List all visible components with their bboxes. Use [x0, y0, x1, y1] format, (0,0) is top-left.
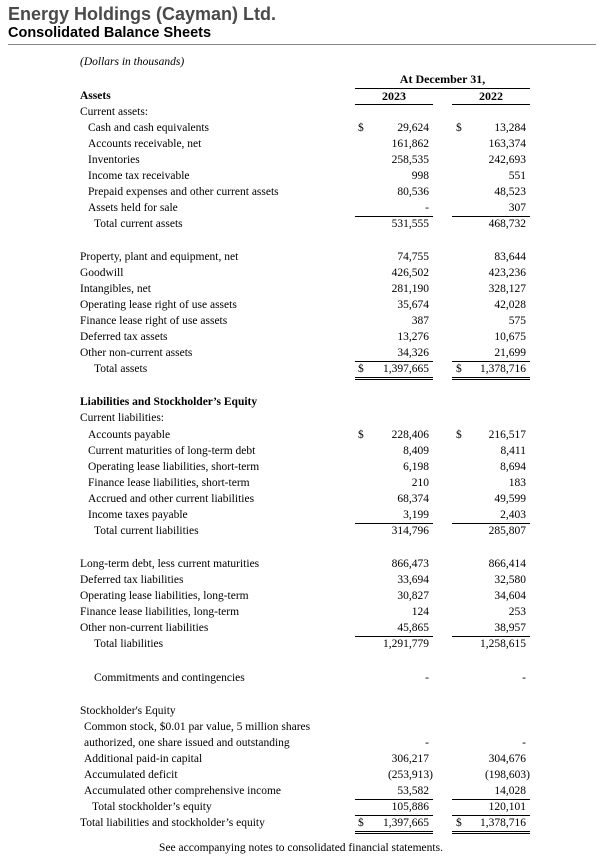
- row-label: Long-term debt, less current maturities: [80, 558, 260, 570]
- row-label: Total current liabilities: [94, 525, 199, 537]
- value-2022: 32,580: [494, 574, 526, 586]
- value-2023: 866,473: [391, 558, 429, 570]
- value-2023: 531,555: [391, 218, 429, 230]
- value-2023: 45,865: [397, 622, 429, 634]
- value-2023: 8,409: [403, 445, 429, 457]
- value-2022-cell: [452, 637, 530, 652]
- row-label: authorized, one share issued and outstanding: [84, 737, 290, 749]
- dollar-sign: $: [456, 429, 462, 441]
- table-row: [0, 346, 602, 361]
- footer-note: See accompanying notes to consolidated financial statements.: [159, 842, 443, 854]
- value-2022-cell: [452, 557, 530, 572]
- value-2022-cell: [452, 573, 530, 588]
- value-2022: 8,411: [500, 445, 526, 457]
- value-2023-cell: [355, 330, 433, 345]
- value-2022-cell: [452, 524, 530, 539]
- row-label: Total stockholder’s equity: [92, 801, 212, 813]
- value-2022: 2,403: [500, 509, 526, 521]
- value-2023: 34,326: [397, 347, 429, 359]
- value-2023-cell: [355, 346, 433, 362]
- table-row: [0, 428, 602, 443]
- value-2023-cell: [355, 250, 433, 265]
- row-label: Prepaid expenses and other current assets: [88, 186, 279, 198]
- value-2022-cell: [452, 298, 530, 313]
- period-header: At December 31,: [355, 72, 530, 89]
- value-2023-cell: [355, 314, 433, 329]
- value-2022-cell: [452, 330, 530, 345]
- row-label: Total current assets: [94, 218, 183, 230]
- table-row: [0, 524, 602, 539]
- value-2023: -: [425, 672, 429, 684]
- row-label: Finance lease liabilities, short-term: [88, 477, 250, 489]
- table-row: [0, 89, 602, 104]
- row-label: Operating lease liabilities, long-term: [80, 590, 249, 602]
- value-2023-cell: [355, 282, 433, 297]
- row-label: Stockholder's Equity: [80, 705, 176, 717]
- value-2022-cell: [452, 768, 530, 783]
- value-2023-cell: [355, 298, 433, 313]
- table-row: [0, 768, 602, 783]
- row-label: Income taxes payable: [88, 509, 188, 521]
- value-2023-cell: [355, 768, 433, 783]
- row-label: Total assets: [94, 363, 148, 375]
- value-2023-cell: [355, 573, 433, 588]
- table-row: [0, 137, 602, 152]
- value-2022: 83,644: [494, 251, 526, 263]
- value-2022-cell: [452, 671, 530, 686]
- value-2022: 8,694: [500, 461, 526, 473]
- value-2023: 6,198: [403, 461, 429, 473]
- value-2023: 30,827: [397, 590, 429, 602]
- dollar-sign: $: [358, 429, 364, 441]
- value-2022-cell: [452, 137, 530, 152]
- row-label: Current liabilities:: [80, 412, 164, 424]
- table-row: [0, 444, 602, 459]
- table-row: [0, 314, 602, 329]
- value-2022: 575: [508, 315, 526, 327]
- value-2022-cell: [452, 460, 530, 475]
- row-label: Finance lease liabilities, long-term: [80, 606, 240, 618]
- value-2023: 426,502: [391, 267, 429, 279]
- value-2023-cell: [355, 476, 433, 491]
- value-2022: -: [522, 737, 526, 749]
- table-row: [0, 298, 602, 313]
- value-2023: 306,217: [391, 753, 429, 765]
- value-2022: 551: [508, 170, 526, 182]
- table-row: [0, 330, 602, 345]
- value-2023: 68,374: [397, 493, 429, 505]
- value-2023-cell: [355, 589, 433, 604]
- table-row: [0, 250, 602, 265]
- value-2022-cell: [452, 428, 530, 443]
- value-2022-cell: [452, 362, 530, 380]
- value-2022-cell: [452, 621, 530, 637]
- row-label: Current assets:: [80, 106, 149, 118]
- value-2022: 423,236: [488, 267, 526, 279]
- value-2023-cell: [355, 185, 433, 200]
- value-2022: 304,676: [488, 753, 526, 765]
- value-2022-cell: [452, 605, 530, 620]
- value-2022: (198,603): [484, 769, 530, 781]
- value-2022: 34,604: [494, 590, 526, 602]
- value-2023: 3,199: [403, 509, 429, 521]
- value-2022: 1,378,716: [480, 363, 526, 375]
- row-label: Commitments and contingencies: [94, 672, 245, 684]
- dollar-sign: $: [358, 817, 364, 829]
- row-label: Common stock, $0.01 par value, 5 million shares: [84, 721, 311, 733]
- value-2022-cell: [452, 816, 530, 834]
- table-row: [0, 185, 602, 200]
- table-row: [0, 671, 602, 686]
- table-row: [0, 105, 602, 120]
- row-label: Property, plant and equipment, net: [80, 251, 239, 263]
- value-2023-cell: [355, 621, 433, 637]
- table-row: [0, 395, 602, 410]
- table-row: [0, 121, 602, 136]
- dollar-sign: $: [358, 363, 364, 375]
- value-2022: 14,028: [494, 785, 526, 797]
- value-2023-cell: [355, 121, 433, 136]
- value-2023-cell: [355, 362, 433, 380]
- value-2022-cell: [452, 589, 530, 604]
- value-2023-cell: [355, 508, 433, 524]
- value-2023-cell: [355, 217, 433, 232]
- value-2023-cell: [355, 736, 433, 751]
- table-row: [0, 492, 602, 507]
- table-row: [0, 720, 602, 735]
- value-2022: 242,693: [488, 154, 526, 166]
- table-row: [0, 460, 602, 475]
- value-2023-cell: [355, 137, 433, 152]
- row-label: Operating lease right of use assets: [80, 299, 237, 311]
- value-2022-cell: [452, 492, 530, 507]
- row-label: Other non-current assets: [80, 347, 193, 359]
- row-label: Intangibles, net: [80, 283, 151, 295]
- value-2023: 210: [411, 477, 429, 489]
- value-2022: 307: [508, 202, 526, 214]
- value-2023: 228,406: [391, 429, 429, 441]
- value-2023: 53,582: [397, 785, 429, 797]
- row-label: Accumulated other comprehensive income: [84, 785, 282, 797]
- table-row: [0, 605, 602, 620]
- value-2023: 998: [411, 170, 429, 182]
- value-2022-cell: [452, 346, 530, 362]
- value-2022: 1,258,615: [480, 638, 526, 650]
- table-row: [0, 476, 602, 491]
- value-2022: 48,523: [494, 186, 526, 198]
- value-2022: 163,374: [488, 138, 526, 150]
- table-row: [0, 169, 602, 184]
- value-2023-cell: [355, 605, 433, 620]
- value-2023-cell: [355, 444, 433, 459]
- value-2023-cell: [355, 671, 433, 686]
- value-2022-cell: [452, 266, 530, 281]
- table-row: [0, 784, 602, 799]
- row-label: Deferred tax assets: [80, 331, 168, 343]
- units-note: (Dollars in thousands): [80, 56, 185, 68]
- value-2022-cell: [452, 250, 530, 265]
- column-header-2023: 2023: [355, 89, 433, 105]
- value-2022-cell: [452, 444, 530, 459]
- value-2023-cell: [355, 169, 433, 184]
- value-2023: 74,755: [397, 251, 429, 263]
- row-label: Current maturities of long-term debt: [88, 445, 256, 457]
- value-2023: 1,291,779: [383, 638, 429, 650]
- table-row: [0, 411, 602, 426]
- value-2023: 80,536: [397, 186, 429, 198]
- value-2023-cell: [355, 816, 433, 834]
- value-2023: 29,624: [397, 122, 429, 134]
- value-2022: -: [522, 672, 526, 684]
- value-2022: 10,675: [494, 331, 526, 343]
- value-2022: 13,284: [494, 122, 526, 134]
- row-label: Operating lease liabilities, short-term: [88, 461, 260, 473]
- value-2023-cell: [355, 557, 433, 572]
- value-2022: 42,028: [494, 299, 526, 311]
- value-2023-cell: [355, 637, 433, 652]
- table-row: [0, 816, 602, 831]
- value-2022: 866,414: [488, 558, 526, 570]
- dollar-sign: $: [456, 363, 462, 375]
- value-2022: 285,807: [488, 525, 526, 537]
- value-2022: 1,378,716: [480, 817, 526, 829]
- statement-title: Consolidated Balance Sheets: [8, 25, 212, 41]
- dollar-sign: $: [358, 122, 364, 134]
- value-2022: 183: [508, 477, 526, 489]
- table-row: [0, 557, 602, 572]
- value-2023: 314,796: [391, 525, 429, 537]
- row-label: Accounts payable: [88, 429, 171, 441]
- value-2023: -: [425, 737, 429, 749]
- value-2022-cell: [452, 508, 530, 524]
- value-2022: 38,957: [494, 622, 526, 634]
- value-2022-cell: [452, 736, 530, 751]
- table-row: [0, 201, 602, 216]
- value-2023-cell: [355, 524, 433, 539]
- value-2023-cell: [355, 153, 433, 168]
- value-2022: 328,127: [488, 283, 526, 295]
- table-row: [0, 589, 602, 604]
- dollar-sign: $: [456, 817, 462, 829]
- row-label: Total liabilities and stockholder’s equity: [80, 817, 265, 829]
- table-row: [0, 217, 602, 232]
- value-2022: 21,699: [494, 347, 526, 359]
- row-label: Other non-current liabilities: [80, 622, 209, 634]
- row-label: Additional paid-in capital: [84, 753, 203, 765]
- value-2023-cell: [355, 800, 433, 816]
- table-row: [0, 800, 602, 815]
- value-2022: 120,101: [488, 801, 526, 813]
- value-2022-cell: [452, 169, 530, 184]
- value-2023: 105,886: [391, 801, 429, 813]
- value-2023-cell: [355, 201, 433, 217]
- row-label: Accrued and other current liabilities: [88, 493, 255, 505]
- value-2023: 35,674: [397, 299, 429, 311]
- value-2022: 468,732: [488, 218, 526, 230]
- value-2023-cell: [355, 266, 433, 281]
- table-row: [0, 282, 602, 297]
- value-2023-cell: [355, 492, 433, 507]
- value-2023: (253,913): [387, 769, 433, 781]
- table-row: [0, 266, 602, 281]
- company-name: Energy Holdings (Cayman) Ltd.: [8, 4, 277, 24]
- value-2022-cell: [452, 752, 530, 767]
- row-label: Accumulated deficit: [84, 769, 178, 781]
- row-label: Assets held for sale: [88, 202, 178, 214]
- value-2023-cell: [355, 752, 433, 767]
- value-2023-cell: [355, 460, 433, 475]
- value-2023: 1,397,665: [383, 363, 429, 375]
- value-2022: 49,599: [494, 493, 526, 505]
- table-row: [0, 573, 602, 588]
- value-2023: 13,276: [397, 331, 429, 343]
- row-label: Cash and cash equivalents: [88, 122, 210, 134]
- value-2022-cell: [452, 784, 530, 800]
- value-2023: 258,535: [391, 154, 429, 166]
- table-row: [0, 362, 602, 377]
- value-2022-cell: [452, 282, 530, 297]
- row-label: Total liabilities: [94, 638, 164, 650]
- value-2022-cell: [452, 121, 530, 136]
- header-divider: [8, 44, 596, 45]
- value-2022-cell: [452, 185, 530, 200]
- table-row: [0, 736, 602, 751]
- row-label: Deferred tax liabilities: [80, 574, 184, 586]
- value-2022: 216,517: [488, 429, 526, 441]
- value-2023: 124: [411, 606, 429, 618]
- table-row: [0, 153, 602, 168]
- value-2022-cell: [452, 314, 530, 329]
- row-label: Goodwill: [80, 267, 124, 279]
- value-2022-cell: [452, 800, 530, 816]
- value-2023-cell: [355, 784, 433, 800]
- row-label: Accounts receivable, net: [88, 138, 202, 150]
- row-label: Income tax receivable: [88, 170, 190, 182]
- table-row: [0, 704, 602, 719]
- value-2023-cell: [355, 428, 433, 443]
- table-row: [0, 621, 602, 636]
- row-label: Inventories: [88, 154, 140, 166]
- value-2022-cell: [452, 217, 530, 232]
- table-row: [0, 508, 602, 523]
- row-label: Finance lease right of use assets: [80, 315, 228, 327]
- value-2023: 33,694: [397, 574, 429, 586]
- row-label: Assets: [80, 90, 111, 102]
- value-2023: 281,190: [391, 283, 429, 295]
- column-header-2022: 2022: [452, 89, 530, 105]
- value-2023: 161,862: [391, 138, 429, 150]
- value-2022-cell: [452, 153, 530, 168]
- value-2022-cell: [452, 201, 530, 217]
- value-2023: -: [425, 202, 429, 214]
- table-row: [0, 752, 602, 767]
- dollar-sign: $: [456, 122, 462, 134]
- table-row: [0, 637, 602, 652]
- value-2022-cell: [452, 476, 530, 491]
- value-2023: 387: [411, 315, 429, 327]
- value-2022: 253: [508, 606, 526, 618]
- value-2023: 1,397,665: [383, 817, 429, 829]
- row-label: Liabilities and Stockholder’s Equity: [80, 396, 258, 408]
